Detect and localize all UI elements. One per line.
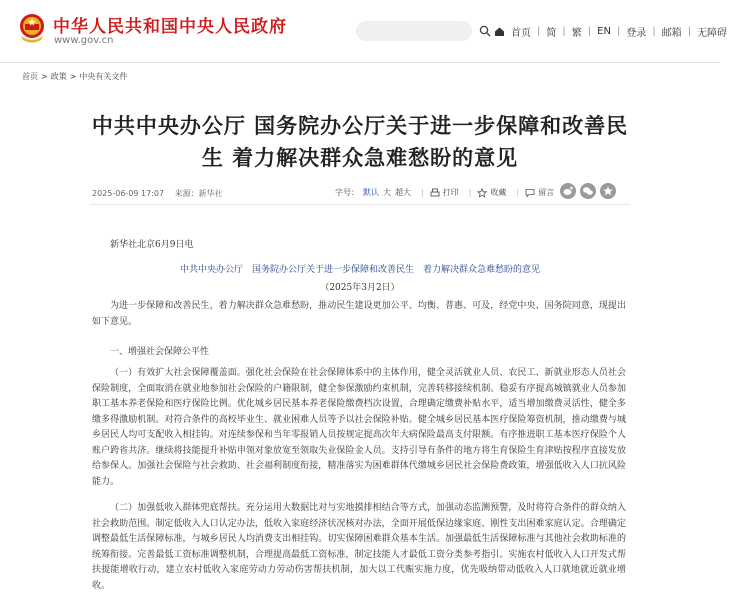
nav-traditional[interactable]: 繁 — [571, 27, 582, 39]
body-paragraph-1: （一）有效扩大社会保障覆盖面。强化社会保险在社会保障体系中的主体作用，健全灵活就业人员、农民工、新就业形态人员社会保险制度，全面取消在就业地参加社会保险的户籍限制，健全参保激励约束机制，完善转移接续机制。稳妥有序提高城镇就业人员参加职工基本养老保险和医疗保险比例。优化城乡居民基本养老保险缴费档次设置，合理确定缴费补贴水平，适当增加缴费灵活性，健全多缴多得激励机制。对符合条件的高校毕业生、就业困难人员等予以社会保险补贴。健全城乡居民基本医疗保险筹资机制，推动缴费与城乡居民人均可支配收入相挂钩。对连续参保和当年零报销人员按规定提高次年大病保险最高支付限额。有序推进职工基本医疗保险个人账户跨省共济。继续将技能提升补贴申领对象放宽至领取失业保险金人员。支持引导有条件的地方将生育保险生育津贴按程序直接发放给参保人。加强社会保险与社会救助、社会福利制度衔接，精准落实为困难群体代缴城乡居民社会保险费政策，增强低收入人口抗风险能力。 — [92, 368, 626, 487]
comment-icon[interactable] — [525, 188, 535, 198]
intro-paragraph: 为进一步保障和改善民生，着力解决群众急难愁盼，推动民生建设更加公平、均衡、普惠、可及，经党中央、国务院同意，现提出如下意见。 — [92, 301, 626, 327]
tools-separator: | — [421, 188, 424, 197]
dateline: 新华社北京6月9日电 — [110, 240, 194, 250]
nav-separator: | — [587, 25, 592, 37]
article-title — [90, 110, 630, 174]
article-title-line-2: 生 着力解决群众急难愁盼的意见 — [201, 145, 519, 170]
print-button[interactable]: 打印 — [442, 188, 459, 197]
body-paragraph-2: （二）加强低收入群体兜底帮扶。充分运用大数据比对与实地摸排相结合等方式，加强动态监测预警，及时将符合条件的群众纳入社会救助范围。制定低收入人口认定办法，低收入家庭经济状况核对办法，全面开展低保边缘家庭、刚性支出困难家庭认定。合理确定调整最低生活保障标准，与城乡居民人均消费支出相挂钩。切实保障困难群众基本生活。加强最低生活保障标准与其他社会救助标准的统筹衔接。完善最低工资标准调整机制，合理提高最低工资标准，制定技能人才最低工资分类参考指引。实施农村低收入人口开发式帮扶提能增收行动，建立农村低收入家庭劳动力劳动伤害帮扶机制，加大以工代赈实施力度，优先吸纳带动低收入人口就地就近就业增收。 — [92, 503, 626, 591]
share-bar — [560, 183, 620, 199]
site-header — [0, 0, 728, 62]
top-nav — [494, 23, 733, 39]
breadcrumb-central-docs[interactable]: 中央有关文件 — [79, 72, 128, 81]
search-icon[interactable] — [479, 25, 491, 37]
breadcrumb-home[interactable]: 首页 — [22, 72, 38, 81]
font-size-extra-large[interactable]: 超大 — [395, 188, 411, 197]
tools-separator: | — [468, 188, 472, 197]
nav-separator: | — [562, 25, 566, 37]
search-input[interactable] — [356, 21, 472, 41]
nav-separator: | — [687, 25, 692, 37]
wechat-share-icon[interactable] — [580, 183, 596, 199]
section-heading-1: 一、增强社会保障公平性 — [110, 347, 210, 357]
nav-separator: | — [616, 25, 621, 37]
nav-simplified[interactable]: 简 — [546, 27, 557, 39]
article-source: 来源：新华社 — [174, 189, 223, 198]
nav-home[interactable]: 首页 — [511, 27, 531, 39]
document-date: （2025年3月2日） — [320, 283, 400, 293]
qzone-share-icon[interactable] — [600, 183, 616, 199]
font-size-large[interactable]: 大 — [383, 188, 391, 197]
nav-accessibility[interactable]: 无障碍 — [697, 27, 728, 39]
nav-separator: | — [537, 25, 541, 37]
weibo-share-icon[interactable] — [560, 183, 576, 199]
print-icon[interactable] — [430, 188, 440, 198]
home-icon[interactable] — [494, 26, 505, 37]
font-size-default[interactable]: 默认 — [363, 188, 379, 197]
tools-separator: | — [516, 188, 520, 197]
breadcrumb-separator: > — [41, 72, 48, 81]
nav-separator: | — [652, 25, 656, 37]
star-icon[interactable] — [477, 188, 487, 198]
site-name[interactable]: 中华人民共和国中央人民政府 — [53, 17, 287, 37]
publish-date: 2025-06-09 17:07 — [92, 189, 165, 198]
favorite-button[interactable]: 收藏 — [490, 188, 507, 197]
breadcrumb-separator: > — [69, 72, 77, 81]
font-size-label: 字号： — [335, 188, 359, 197]
site-url: www.gov.cn — [54, 35, 114, 46]
nav-login[interactable]: 登录 — [626, 27, 647, 39]
meta-divider — [90, 204, 630, 205]
article-tools — [335, 187, 558, 198]
breadcrumb — [22, 71, 127, 82]
article-meta — [92, 188, 231, 199]
article-title-line-1: 中共中央办公厅 国务院办公厅关于进一步保障和改善民 — [91, 113, 629, 138]
header-divider — [0, 62, 720, 63]
comment-button[interactable]: 留言 — [538, 188, 555, 197]
nav-english[interactable]: EN — [597, 25, 611, 37]
breadcrumb-policy[interactable]: 政策 — [50, 72, 67, 81]
document-title: 中共中央办公厅 国务院办公厅关于进一步保障和改善民生 着力解决群众急难愁盼的意见 — [179, 265, 540, 275]
nav-mail[interactable]: 邮箱 — [661, 27, 682, 39]
national-emblem-icon[interactable] — [17, 12, 47, 44]
